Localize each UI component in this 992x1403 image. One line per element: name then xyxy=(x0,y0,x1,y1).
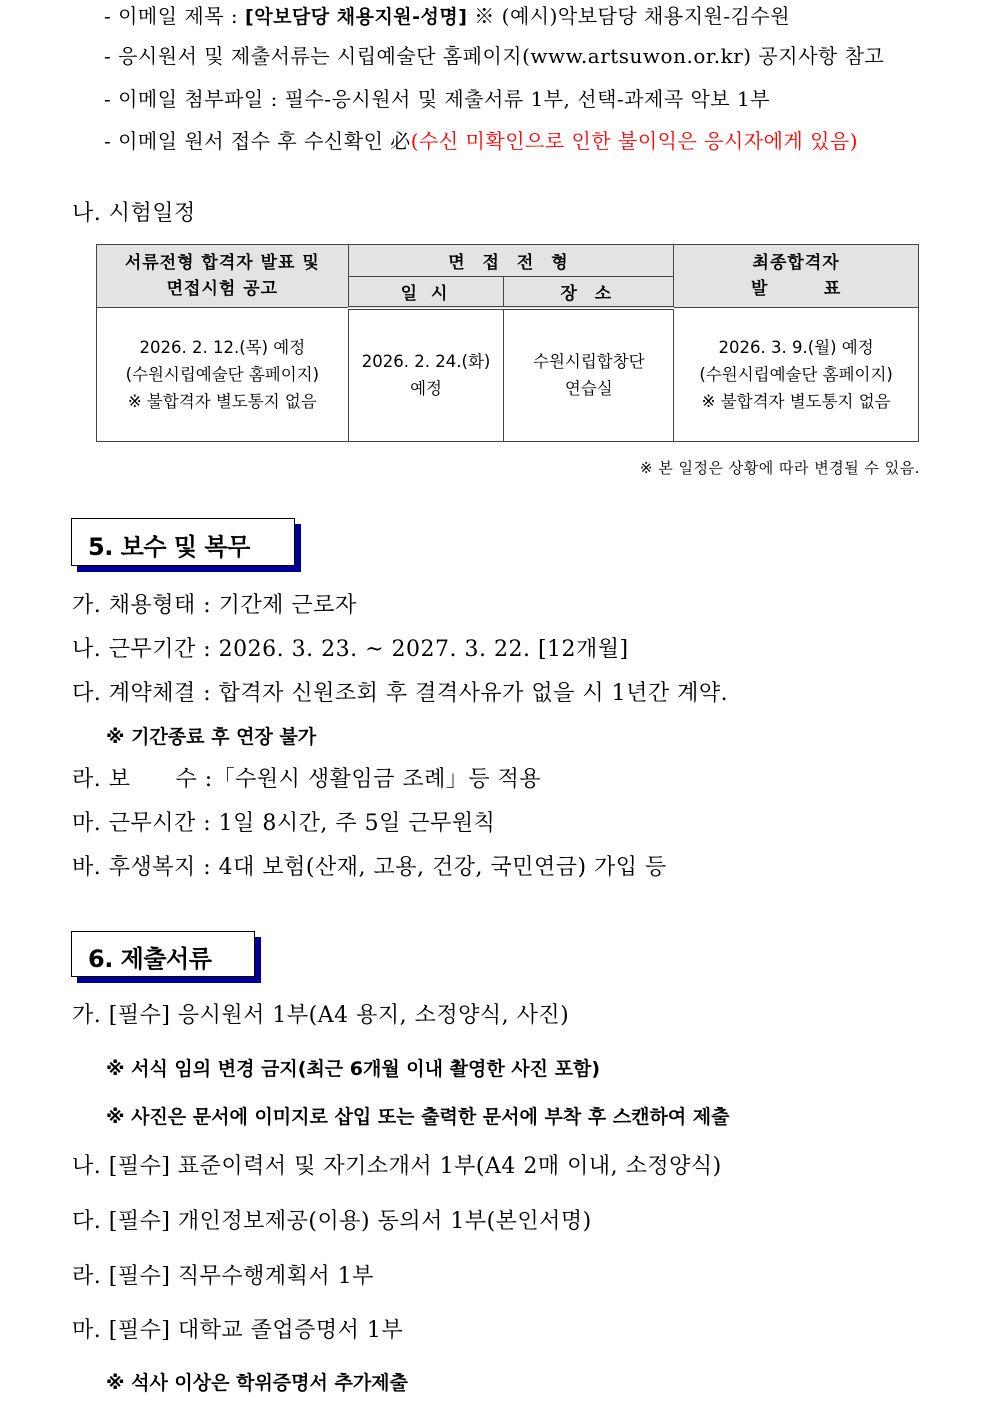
email-subject-label: - 이메일 제목 : xyxy=(104,4,246,28)
photo-scan-note: ※ 사진은 문서에 이미지로 삽입 또는 출력한 문서에 부착 후 스캔하여 제출 xyxy=(106,1106,730,1128)
final-result-venue: (수원시립예술단 홈페이지) xyxy=(699,364,893,384)
header-final-result-line2: 발 표 xyxy=(751,279,842,299)
final-result-date: 2026. 3. 9.(월) 예정 xyxy=(718,337,874,357)
masters-degree-note: ※ 석사 이상은 학위증명서 추가제출 xyxy=(106,1372,408,1394)
salary: 라. 보 수 :「수원시 생활임금 조례」등 적용 xyxy=(72,767,542,792)
working-hours: 마. 근무시간 : 1일 8시간, 주 5일 근무원칙 xyxy=(72,811,496,836)
no-extension-note: ※ 기간종료 후 연장 불가 xyxy=(106,726,317,748)
email-subject-line xyxy=(104,0,790,29)
section6-title-box xyxy=(71,931,255,977)
schedule-footnote: ※ 본 일정은 상황에 따라 변경될 수 있음. xyxy=(639,459,920,477)
doc-work-plan: 라. [필수] 직무수행계획서 1부 xyxy=(72,1264,374,1289)
header-document-result xyxy=(97,245,349,308)
doc-diploma: 마. [필수] 대학교 졸업증명서 1부 xyxy=(72,1318,404,1343)
cell-interview-date xyxy=(348,308,504,442)
document-result-note: ※ 불합격자 별도통지 없음 xyxy=(127,391,317,411)
receipt-warning-text: (수신 미확인으로 인한 불이익은 응시자에게 있음) xyxy=(410,129,859,153)
header-document-result-line1: 서류전형 합격자 발표 및 xyxy=(124,253,320,273)
interview-date: 2026. 2. 24.(화) xyxy=(361,352,491,371)
form-change-note: ※ 서식 임의 변경 금지(최근 6개월 이내 촬영한 사진 포함) xyxy=(106,1058,601,1080)
doc-resume: 나. [필수] 표준이력서 및 자기소개서 1부(A4 2매 이내, 소정양식) xyxy=(72,1154,722,1179)
email-subject-example: ※ (예시)악보담당 채용지원-김수원 xyxy=(467,4,791,28)
header-final-result-line1: 최종합격자 xyxy=(752,253,840,273)
header-interview: 면 접 전 형 xyxy=(348,245,674,277)
doc-privacy-consent: 다. [필수] 개인정보제공(이용) 동의서 1부(본인서명) xyxy=(72,1209,592,1234)
header-interview-date: 일 시 xyxy=(348,277,504,308)
cell-final-result xyxy=(674,308,919,442)
header-final-result xyxy=(674,245,919,308)
welfare: 바. 후생복지 : 4대 보험(산재, 고용, 건강, 국민연금) 가입 등 xyxy=(72,855,667,880)
employment-type: 가. 채용형태 : 기간제 근로자 xyxy=(72,593,357,618)
section5-title-box xyxy=(71,518,295,566)
work-period: 나. 근무기간 : 2026. 3. 23. ~ 2027. 3. 22. [12개월] xyxy=(72,637,629,662)
schedule-table xyxy=(96,244,919,442)
header-interview-place: 장 소 xyxy=(504,277,674,308)
schedule-heading: 나. 시험일정 xyxy=(72,201,196,226)
interview-place: 수원시립합창단 xyxy=(533,352,645,371)
final-result-note: ※ 불합격자 별도통지 없음 xyxy=(701,391,891,411)
doc-application-form: 가. [필수] 응시원서 1부(A4 용지, 소정양식, 사진) xyxy=(72,1003,570,1028)
receipt-confirm-line xyxy=(104,125,858,154)
document-result-date: 2026. 2. 12.(목) 예정 xyxy=(139,337,306,357)
document-result-venue: (수원시립예술단 홈페이지) xyxy=(125,364,320,384)
schedule-row xyxy=(97,308,919,442)
forms-reference-line: - 응시원서 및 제출서류는 시립예술단 홈페이지(www.artsuwon.or.kr) 공지사항 참고 xyxy=(104,44,885,68)
email-attachment-line: - 이메일 첨부파일 : 필수-응시원서 및 제출서류 1부, 선택-과제곡 악보 1부 xyxy=(104,87,771,111)
cell-document-result xyxy=(97,308,349,442)
interview-room: 연습실 xyxy=(564,379,613,398)
header-document-result-line2: 면접시험 공고 xyxy=(166,279,279,299)
email-subject-format: [악보담당 채용지원-성명] xyxy=(245,6,468,28)
section5-title: 5. 보수 및 복무 xyxy=(88,533,250,561)
cell-interview-place xyxy=(504,308,674,442)
interview-date-status: 예정 xyxy=(410,379,442,398)
receipt-confirm-text: - 이메일 원서 접수 후 수신확인 必 xyxy=(104,129,411,153)
contract-terms: 다. 계약체결 : 합격자 신원조회 후 결격사유가 없을 시 1년간 계약. xyxy=(72,681,729,706)
section6-title: 6. 제출서류 xyxy=(88,945,212,973)
